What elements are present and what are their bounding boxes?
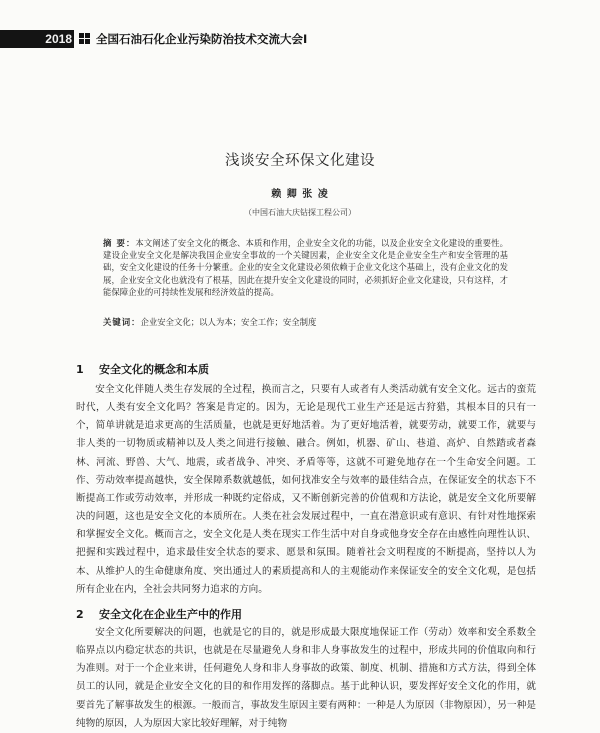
- article-affiliation: （中国石油大庆钻探工程公司）: [244, 208, 356, 217]
- keywords: [103, 316, 508, 328]
- section-title: 安全文化在企业生产中的作用: [99, 608, 242, 621]
- section-heading: [76, 363, 209, 377]
- section-number: 1: [76, 363, 84, 376]
- header-square-icon: [79, 33, 90, 44]
- section-body: 安全文化伴随人类生存发展的全过程，换而言之，只要有人或者有人类活动就有安全文化。远古的蛮荒时代，人类有安全文化吗？答案是肯定的。因为，无论是现代工业生产还是远古狩猎，其根本目的只有一个，简单讲就是追求更高的生活质量，也就是更好地活着。为了更好地活着，就要劳动，就要工作，就要与非人类的一切物质或精神以及人类之间进行接触、融合。例如，机器、矿山、巷道、高炉、自然踏或者森林、河流、野兽、大气、地震，或者战争、冲突、矛盾等等，这就不可避免地存在一个生命安全问题。工作、劳动效率提高越快，安全保障系数就越低，如何找准安全与效率的最佳结合点，在保证安全的状态下不断提高工作或劳动效率，并形成一种既约定俗成，又不断创新完善的价值观和方法论，就是安全文化所要解决的问题，这也是安全文化的本质所在。人类在社会发展过程中，一直在潜意识或有意识、有针对性地探索和掌握安全文化。概而言之，安全文化是人类在现实工作生活中对自身或他身安全存在由感性向理性认识、把握和实践过程中，追求最佳安全状态的要求、愿景和氛围。随着社会文明程度的不断提高，坚持以人为本、从维护人的生命健康角度、突出通过人的素质提高和人的主观能动作来保证安全的安全文化观，是包括所有企业在内，全社会共同努力追求的方向。: [76, 384, 536, 595]
- section-body: 安全文化所要解决的问题，也就是它的目的，就是形成最大限度地保证工作（劳动）效率和安全系数全临界点以内稳定状态的共识，也就是在尽量避免人身和非人身事故发生的过程中，形成共同的价值取向和行为准则。对于一个企业来讲，任何避免人身和非人身事故的政策、制度、机制、措施和方式方法，得到全体员工的认同，就是企业安全文化的目的和作用发挥的落脚点。基于此种认识，要发挥好安全文化的作用，就要首先了解事故发生的根源。一般而言，事故发生原因主要有两种：一种是人为原因（非物原因），另一种是纯物的原因，人为原因大家比较好理解，对于纯物: [76, 627, 536, 729]
- header-year: 2018: [45, 32, 72, 46]
- section-title: 安全文化的概念和本质: [99, 363, 209, 376]
- section-heading: [76, 608, 242, 622]
- abstract-label: 摘 要：: [103, 238, 136, 248]
- keywords-text: 企业安全文化；以人为本；安全工作；安全制度: [140, 317, 317, 327]
- abstract-text: 本文阐述了安全文化的概念、本质和作用，企业安全文化的功能，以及企业安全文化建设的重要性。建设企业安全文化是解决我国企业安全事故的一个关键因素，企业安全文化是企业安全生产和安全管理的基础，安全文化建设的任务十分繁重。企业的安全文化建设必须依赖于企业文化这个基础上，没有企业文化的发展，企业安全文化也就没有了根基，因此在提升安全文化建设的同时，必须抓好企业文化建设，只有这样，才能保障企业的可持续性发展和经济效益的提高。: [103, 238, 508, 297]
- conference-title: 全国石油石化企业污染防治技术交流大会Ⅰ: [96, 32, 308, 46]
- section-number: 2: [76, 608, 84, 621]
- article-authors: 赖 卿 张 凌: [271, 189, 329, 200]
- article-title: 浅谈安全环保文化建设: [225, 153, 375, 169]
- keywords-label: 关键词：: [103, 317, 141, 327]
- abstract: [103, 237, 508, 298]
